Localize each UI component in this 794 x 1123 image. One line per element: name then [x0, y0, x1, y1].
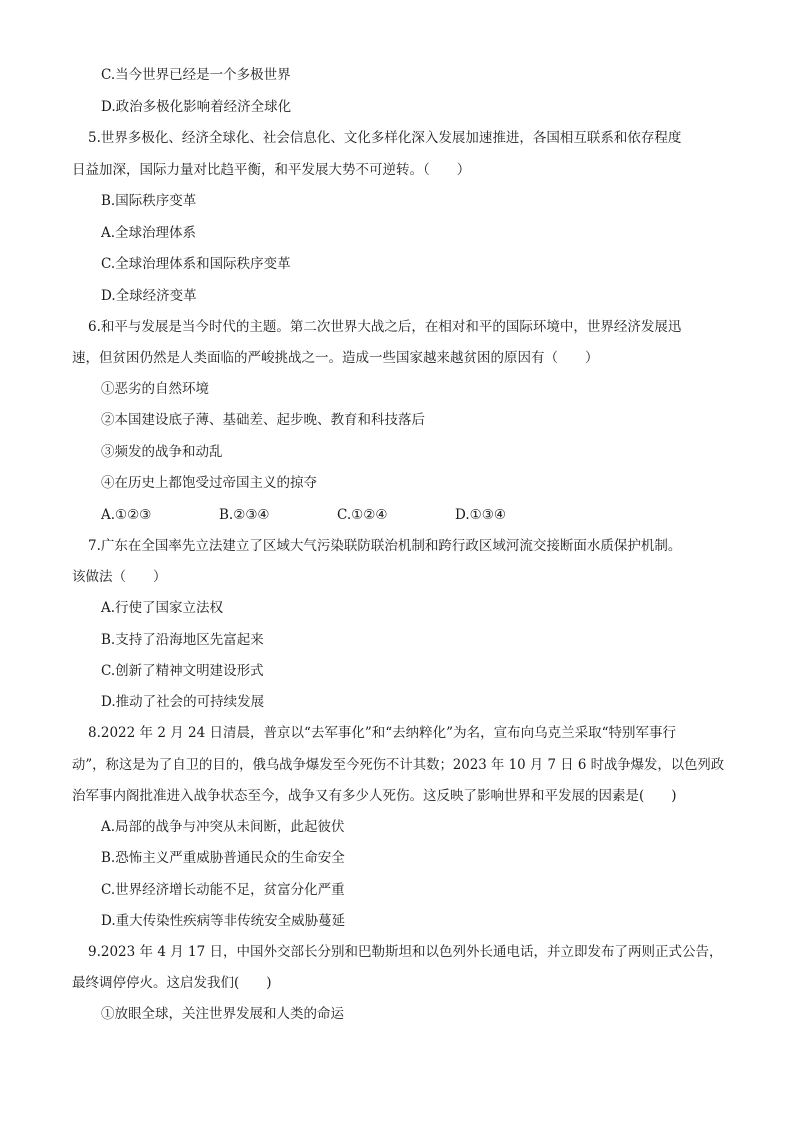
q9-stem-line2: 最终调停停火。这启发我们( ): [72, 975, 272, 991]
q6-option-d: D.①③④: [455, 507, 506, 523]
q8-option-d: D.重大传染性疾病等非传统安全威胁蔓延: [101, 913, 346, 929]
q8-stem-line1: 8.2022 年 2 月 24 日清晨，普京以“去军事化”和“去纳粹化”为名，宣布向乌克兰采取“特别军事行: [88, 725, 676, 741]
q5-stem-line1: 5.世界多极化、经济全球化、社会信息化、文化多样化深入发展加速推进，各国相互联系和依存程度: [88, 130, 682, 146]
q8-stem-line3: 治军事内阁批准进入战争状态至今，战争又有多少人死伤。这反映了影响世界和平发展的因素是( ): [72, 788, 677, 804]
q4-option-c: C.当今世界已经是一个多极世界: [101, 67, 291, 83]
q8-option-a: A.局部的战争与冲突从未间断，此起彼伏: [101, 819, 345, 835]
q6-item-4: ④在历史上都饱受过帝国主义的掠夺: [101, 475, 317, 491]
q5-option-d: D.全球经济变革: [101, 288, 197, 304]
q6-option-c: C.①②④: [337, 507, 388, 523]
q7-stem-line2: 该做法（ ）: [72, 569, 167, 585]
q4-option-d: D.政治多极化影响着经济全球化: [101, 99, 292, 115]
q8-stem-line2: 动”，称这是为了自卫的目的，俄乌战争爆发至今死伤不计其数；2023 年 10 月 7 日 6 时战争爆发，以色列政: [72, 757, 725, 773]
q9-item-1: ①放眼全球，关注世界发展和人类的命运: [101, 1006, 344, 1022]
q6-item-1: ①恶劣的自然环境: [101, 381, 209, 397]
q6-stem-line1: 6.和平与发展是当今时代的主题。第二次世界大战之后，在相对和平的国际环境中，世界经济发展迅: [88, 319, 682, 335]
q6-answer-options: [101, 506, 521, 524]
q7-stem-line1: 7.广东在全国率先立法建立了区域大气污染联防联治机制和跨行政区域河流交接断面水质保护机制。: [88, 538, 682, 554]
q5-stem-line2: 日益加深，国际力量对比趋平衡，和平发展大势不可逆转。（ ）: [72, 162, 471, 178]
q8-option-b: B.恐怖主义严重威胁普通民众的生命安全: [101, 850, 345, 866]
q6-option-b: B.②③④: [219, 507, 270, 523]
q6-item-2: ②本国建设底子薄、基础差、起步晚、教育和科技落后: [101, 412, 425, 428]
q6-stem-line2: 速，但贫困仍然是人类面临的严峻挑战之一。造成一些国家越来越贫困的原因有（ ）: [72, 350, 599, 366]
q8-option-c: C.世界经济增长动能不足，贫富分化严重: [101, 882, 345, 898]
q7-option-b: B.支持了沿海地区先富起来: [101, 632, 264, 648]
q6-item-3: ③频发的战争和动乱: [101, 444, 223, 460]
q9-stem-line1: 9.2023 年 4 月 17 日，中国外交部长分别和巴勒斯坦和以色列外长通电话，并立即发布了两则正式公告，: [88, 944, 723, 960]
q7-option-c: C.创新了精神文明建设形式: [101, 663, 264, 679]
q6-option-a: A.①②③: [101, 507, 152, 523]
q7-option-d: D.推动了社会的可持续发展: [101, 694, 265, 710]
q5-option-c: C.全球治理体系和国际秩序变革: [101, 256, 291, 272]
q7-option-a: A.行使了国家立法权: [101, 600, 224, 616]
q5-option-b: B.国际秩序变革: [101, 193, 197, 209]
q5-option-a: A.全球治理体系: [101, 225, 197, 241]
